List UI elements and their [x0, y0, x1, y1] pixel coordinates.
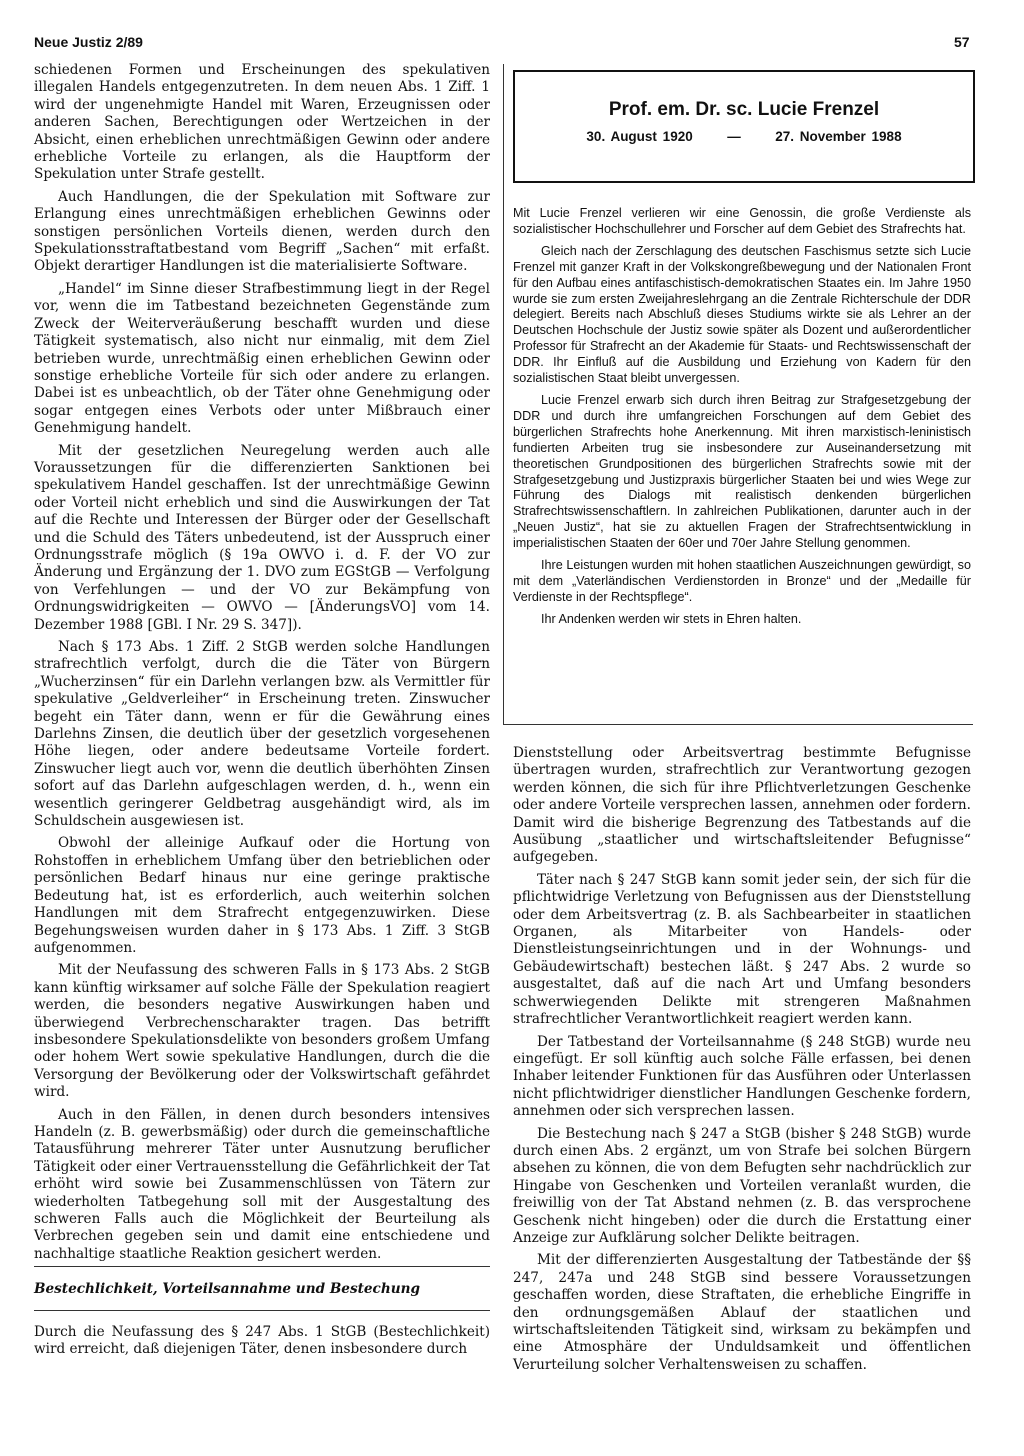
birth-date: 30. August 1920: [586, 129, 693, 144]
death-date: 27. November 1988: [775, 129, 902, 144]
obituary-dates: [515, 129, 973, 144]
paragraph: Obwohl der alleinige Aufkauf oder die Hortung von Rohstoffen in erheblichem Umfang über den betrieblichen oder persönlichen Bedarf hinaus nur eine geringe praktische Bedeutung hat, ist es erforderlich, auch weiterhin solchen Handlungen mit dem Strafrecht entgegenzuwirken. Diese Begehungsweisen wurden daher in § 173 Abs. 1 Ziff. 3 StGB aufgenommen.: [34, 835, 490, 956]
paragraph: Ihr Andenken werden wir stets in Ehren halten.: [541, 611, 802, 626]
section-heading: Bestechlichkeit, Vorteilsannahme und Bestechung: [34, 1281, 420, 1297]
obituary-text: [513, 206, 971, 634]
obituary-bottom-rule: [503, 724, 973, 725]
column-divider: [503, 64, 504, 724]
journal-header: Neue Justiz 2/89: [34, 34, 143, 50]
left-column: [34, 62, 490, 1268]
paragraph: Dienststellung oder Arbeitsvertrag bestimmte Befugnisse übertragen wurden, strafrechtlich zur Verantwortung gezogen werden können, die sich für ihre Pflichtverletzungen Geschenke oder andere Vorteile versprechen lassen, annehmen oder fordern. Damit wird die bisherige Begrenzung des Tatbestands auf die Ausübung „staatlicher und wirtschaftsleitender Befugnisse“ aufgegeben.: [513, 745, 971, 866]
page-number: 57: [954, 34, 970, 50]
paragraph: Nach § 173 Abs. 1 Ziff. 2 StGB werden solche Handlungen strafrechtlich verfolgt, durch die die Täter von Bürgern „Wucherzinsen“ für ein Darlehn verlangen bzw. als Vermittler für spekulative „Geldverleiher“ in Erscheinung treten. Zinswucher begeht ein Täter dann, wenn er für die Gewährung eines Darlehns Zinsen, die deutlich über der gesetzlich vorgesehenen Höhe liegen, oder andere bedeutsame Vorteile fordert. Zinswucher liegt auch vor, wenn die deutlich überhöhten Zinsen sofort auf das Darlehn aufgeschlagen werden, d. h., wenn ein wesentlich geringerer Geldbetrag ausgehändigt wird, als im Schuldschein ausgewiesen ist.: [34, 639, 490, 830]
paragraph: Gleich nach der Zerschlagung des deutschen Faschismus setzte sich Lucie Frenzel mit ganzer Kraft in der Volkskongreßbewegung und der Nationalen Front für den Aufbau eines antifaschistisch-demokratischen Staates ein. Im Jahre 1950 wurde sie zum ersten Zweijahreslehrgang an die Zentrale Richterschule der DDR delegiert. Bereits nach Abschluß dieses Studiums wirkte sie als Lehrer an der Deutschen Hochschule der Justiz sowie später als Dozent und außerordentlicher Professor für Strafrecht an der Akademie für Staats- und Rechtswissenschaft der DDR. Ihr Einfluß auf die Ausbildung und Erziehung von Kadern für den sozialistischen Staat bleibt unvergessen.: [513, 243, 971, 386]
paragraph: schiedenen Formen und Erscheinungen des spekulativen illegalen Handels entgegenzutreten. In dem neuen Abs. 1 Ziff. 1 wird der ungenehmigte Handel mit Waren, Erzeugnissen oder anderen Sachen, Berechtigungen oder Wertzeichen in der Absicht, einen erheblichen unrechtmäßigen Gewinn oder andere erhebliche Vorteile zu erlangen, als die Hauptform der Spekulation unter Strafe gestellt.: [34, 62, 490, 183]
paragraph: Die Bestechung nach § 247 a StGB (bisher § 248 StGB) wurde durch einen Abs. 2 ergänzt, um von Strafe bei solchen Bürgern absehen zu können, die von dem Befugten sehr nachdrücklich zur Hingabe von Geschenken und Vorteilen veranlaßt wurden, die freiwillig von der Tat Abstand nehmen (z. B. das versprochene Geschenk nicht hingeben) oder die durch die Erstattung einer Anzeige zur Aufklärung solcher Delikte beitragen.: [513, 1125, 971, 1246]
paragraph: Lucie Frenzel erwarb sich durch ihren Beitrag zur Strafgesetzgebung der DDR und durch ihre umfangreichen Forschungen auf dem Gebiet des bürgerlichen Strafrechts hohe Anerkennung. Mit ihren marxistisch-leninistisch fundierten Arbeiten trug sie insbesondere zur Auseinandersetzung mit theoretischen Grundpositionen des bürgerlichen Strafrechts sowie mit der Strafgesetzgebung und Justizpraxis bürgerlicher Staaten bei und wies Wege zur Führung des Dialogs mit realistisch denkenden bürgerlichen Strafrechtswissenschaftlern. In zahlreichen Publikationen, darunter auch in der „Neuen Justiz“, hat sie zu aktuellen Fragen der Strafrechtsentwicklung in imperialistischen Staaten der 60er und 70er Jahre Stellung genommen.: [513, 392, 971, 551]
paragraph: Der Tatbestand der Vorteilsannahme (§ 248 StGB) wurde neu eingefügt. Er soll künftig auch solche Fälle erfassen, bei denen Inhaber leitender Funktionen für das Ausführen oder Unterlassen nicht pflichtwidriger dienstlicher Handlungen Geschenke fordern, annehmen oder sich versprechen lassen.: [513, 1033, 971, 1120]
section-rule-bottom: [34, 1310, 490, 1311]
paragraph: „Handel“ im Sinne dieser Strafbestimmung liegt in der Regel vor, wenn die im Tatbestand bezeichneten Gegenstände zum Zweck der Weiterveräußerung beschafft wurden und diese Tätigkeit systematisch, also nicht nur einmalig, mit dem Ziel betrieben wurde, unrechtmäßig einen erheblichen Gewinn oder sonstige erhebliche Vorteile für sich oder andere zu erlangen. Dabei ist es unbeachtlich, ob der Täter ohne Genehmigung oder sogar entgegen eines Verbots oder unter Mißbrauch einer Genehmigung handelt.: [34, 280, 490, 437]
paragraph: Mit Lucie Frenzel verlieren wir eine Genossin, die große Verdienste als sozialistischer Hochschullehrer und Forscher auf dem Gebiet des Strafrechts hat.: [513, 206, 971, 236]
paragraph: Auch Handlungen, die der Spekulation mit Software zur Erlangung eines unrechtmäßigen erheblichen Gewinns oder sonstigen persönlichen Vorteils dienen, werden durch den Spekulationsstraftatbestand vom Begriff „Sachen“ mit erfaßt. Objekt derartiger Handlungen ist die materialisierte Software.: [34, 188, 490, 275]
left-column-bottom: [34, 1324, 490, 1364]
right-column: [513, 745, 971, 1379]
date-dash: —: [727, 129, 741, 144]
paragraph: Täter nach § 247 StGB kann somit jeder sein, der sich für die pflichtwidrige Verletzung von Befugnissen aus der Dienststellung oder dem Arbeitsvertrag (z. B. als Sachbearbeiter in staatlichen Organen, als Mitarbeiter von Handels- oder Dienstleistungseinrichtungen und in der Wohnungs- und Gebäudewirtschaft) bestechen läßt. § 247 Abs. 2 wurde so ausgestaltet, daß auf die nach Art und Umfang besonders schwerwiegenden Delikte mit strengeren Maßnahmen strafrechtlicher Verantwortlichkeit reagiert werden kann.: [513, 871, 971, 1028]
obituary-name: Prof. em. Dr. sc. Lucie Frenzel: [608, 99, 880, 120]
paragraph: Auch in den Fällen, in denen durch besonders intensives Handeln (z. B. gewerbsmäßig) oder durch die gemeinschaftliche Tatausführung mehrerer Täter unter Ausnutzung beruflicher Tätigkeit oder einer Vertrauensstellung die Gefährlichkeit der Tat erhöht wird sowie bei Zusammenschlüssen von Tätern zur wiederholten Tatbegehung soll mit der Ausgestaltung des schweren Falls auch die Möglichkeit der Beurteilung als Verbrechen gegeben sein und damit eine entschiedene und nachhaltige staatliche Reaktion gesichert werden.: [34, 1106, 490, 1262]
paragraph: Mit der differenzierten Ausgestaltung der Tatbestände der §§ 247, 247a und 248 StGB sind bessere Voraussetzungen geschaffen worden, diese Straftaten, die erhebliche Eingriffe in den ordnungsgemäßen Ablauf der staatlichen und wirtschaftsleitenden Tätigkeit sind, wirksam zu bekämpfen und eine Atmosphäre der Unduldsamkeit und öffentlichen Verurteilung solcher Verhaltensweisen zu schaffen.: [513, 1252, 971, 1373]
paragraph: Mit der Neufassung des schweren Falls in § 173 Abs. 2 StGB kann künftig wirksamer auf solche Fälle der Spekulation reagiert werden, die besonders negative Auswirkungen haben und überwiegend Verbrechenscharakter tragen. Das betrifft insbesondere Spekulationsdelikte von besonders großem Umfang oder hohem Wert sowie spekulative Handlungen, durch die die Versorgung der Bevölkerung oder der Volkswirtschaft gefährdet wird.: [34, 962, 490, 1101]
paragraph: Ihre Leistungen wurden mit hohen staatlichen Auszeichnungen gewürdigt, so mit dem „Vaterländischen Verdienstorden in Bronze“ und der „Medaille für Verdienste in der Rechtspflege“.: [513, 558, 971, 604]
paragraph: Durch die Neufassung des § 247 Abs. 1 StGB (Bestechlichkeit) wird erreicht, daß diejenigen Täter, denen insbesondere durch: [34, 1324, 490, 1358]
obituary-title-box: [513, 70, 975, 183]
section-rule-top: [34, 1266, 490, 1267]
paragraph: Mit der gesetzlichen Neuregelung werden auch alle Voraussetzungen für die differenzierten Sanktionen bei spekulativem Handel geschaffen. Ist der unrechtmäßige Gewinn oder Vorteil nicht erheblich und sind die Auswirkungen der Tat auf die Rechte und Interessen der Bürger oder der Gesellschaft und die Schuld des Täters unbedeutend, ist der Ausspruch einer Ordnungsstrafe möglich (§ 19a OWVO i. d. F. der VO zur Änderung und Ergänzung der 1. DVO zum EGStGB — Verfolgung von Verfehlungen — und der VO zur Bekämpfung von Ordnungswidrigkeiten — OWVO — [ÄnderungsVO] vom 14. Dezember 1988 [GBl. I Nr. 29 S. 347]).: [34, 442, 490, 633]
